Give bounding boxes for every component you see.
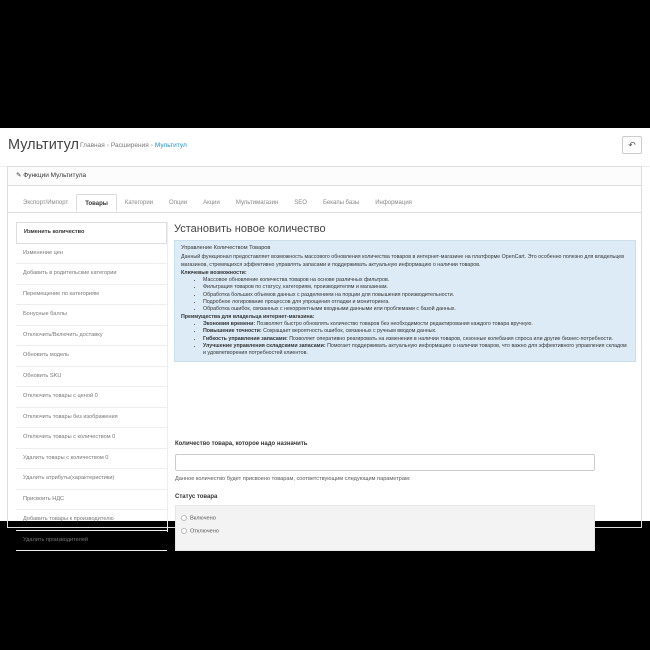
benefit-text: Позволяет быстро обновлять количество товаров без необходимости редактирования каждого товара вручную. bbox=[256, 320, 533, 327]
tab-specials[interactable]: Акции bbox=[203, 200, 220, 206]
main-content bbox=[174, 222, 636, 535]
list-item bbox=[203, 321, 629, 328]
benefit-text: Помогает поддерживать актуальную информацию о наличии товаров, что важно для эффективного управления складом и удовлетворения потребностей клиентов. bbox=[203, 342, 627, 357]
tab-seo[interactable]: SEO bbox=[294, 200, 307, 206]
functions-panel bbox=[7, 166, 642, 543]
tab-db-backups[interactable]: Бекапы базы bbox=[322, 200, 360, 206]
page-title: Мультитул bbox=[8, 137, 79, 153]
section-title: Установить новое количество bbox=[174, 223, 326, 235]
sidebar-item-disable-no-image[interactable]: Отключить товары без изображения bbox=[16, 408, 167, 429]
pencil-icon: ✎ bbox=[16, 172, 22, 179]
list-item bbox=[203, 328, 629, 335]
breadcrumb-separator: › bbox=[106, 142, 109, 149]
list-item: • Фильтрация товаров по статусу, категориям, производителям и магазинам. bbox=[203, 284, 629, 291]
status-disabled-option[interactable] bbox=[181, 528, 219, 534]
sidebar-item-update-sku[interactable]: Обновить SKU bbox=[16, 367, 167, 388]
tab-products[interactable]: Товары bbox=[76, 194, 117, 212]
quantity-help-text: Данное количество будет присвоено товарам, соответствующим следующим параметрам: bbox=[175, 476, 411, 482]
back-button[interactable] bbox=[622, 136, 642, 154]
sidebar-item-change-prices[interactable]: Изменение цен bbox=[16, 244, 167, 265]
quantity-input[interactable] bbox=[175, 454, 595, 471]
benefits-heading: Преимущества для владельца интернет-магазина: bbox=[181, 313, 315, 320]
status-label: Статус товара bbox=[175, 494, 218, 500]
benefits-list bbox=[181, 321, 629, 357]
panel-heading-text: Функции Мультитула bbox=[23, 172, 87, 179]
tabs-divider bbox=[8, 212, 641, 213]
tab-options[interactable]: Опции bbox=[169, 200, 188, 206]
status-options-box bbox=[175, 505, 595, 551]
radio-button-icon[interactable] bbox=[181, 515, 187, 521]
sidebar-item-change-quantity[interactable]: Изменить количество bbox=[16, 222, 167, 244]
status-enabled-option[interactable] bbox=[181, 515, 216, 521]
list-item: • Массовое обновление количества товаров на основе различных фильтров. bbox=[203, 277, 629, 284]
sidebar-item-assign-vat[interactable]: Присвоить НДС bbox=[16, 490, 167, 511]
tab-categories[interactable]: Категории bbox=[124, 200, 154, 206]
list-item: • Обработка больших объемов данных с разделением на порции для повышения производительности. bbox=[203, 292, 629, 299]
benefit-title: Повышение точности: bbox=[203, 328, 262, 335]
breadcrumb-home[interactable]: Главная bbox=[80, 142, 105, 149]
features-list bbox=[181, 277, 629, 313]
benefit-title: Гибкость управления запасами: bbox=[203, 335, 288, 342]
sidebar-item-delete-zero-quantity[interactable]: Удалить товары с количеством 0 bbox=[16, 449, 167, 470]
sidebar-item-add-to-manufacturer[interactable]: Добавить товары к производителю bbox=[16, 510, 167, 531]
tabs-bar bbox=[15, 194, 420, 212]
sidebar-item-update-model[interactable]: Обновить модель bbox=[16, 346, 167, 367]
info-box bbox=[174, 240, 636, 362]
breadcrumb-separator: › bbox=[150, 142, 153, 149]
quantity-label: Количество товара, которое надо назначить bbox=[175, 441, 308, 447]
breadcrumb bbox=[80, 142, 187, 149]
benefit-title: Улучшение управления складскими запасами: bbox=[203, 342, 326, 349]
benefit-title: Экономия времени: bbox=[203, 320, 256, 327]
features-heading: Ключевые возможности: bbox=[181, 269, 247, 276]
panel-heading bbox=[8, 167, 641, 186]
radio-button-icon[interactable] bbox=[181, 528, 187, 534]
info-intro: Данный функционал предоставляет возможность массового обновления количества товаров в интернет-магазине на платформе OpenCart. Это особенно полезно для владельцев магазинов, стремящихся эффективно управлять запасами и поддерживать актуальную информацию о наличии товаров. bbox=[181, 254, 625, 268]
benefit-text: Позволяет оперативно реагировать на изменения в наличии товаров, сезонные колебания спроса или другие бизнес-потребности. bbox=[289, 335, 614, 342]
sidebar-item-add-parent-categories[interactable]: Добавить в родительские категории bbox=[16, 264, 167, 285]
sidebar-menu bbox=[16, 222, 167, 551]
tab-information[interactable]: Информация bbox=[375, 200, 412, 206]
breadcrumb-extensions[interactable]: Расширения bbox=[110, 142, 149, 149]
app-window bbox=[0, 128, 650, 543]
status-enabled-label: Включено bbox=[190, 515, 216, 522]
sidebar-item-toggle-shipping[interactable]: Отключить/Включить доставку bbox=[16, 326, 167, 347]
sidebar-item-delete-manufacturers[interactable]: Удалить производителей bbox=[16, 531, 167, 552]
info-box-title: Управление Количеством Товаров bbox=[181, 245, 271, 251]
sidebar-item-move-categories[interactable]: Перемещение по категориям bbox=[16, 285, 167, 306]
list-item bbox=[203, 336, 629, 343]
sidebar-item-disable-zero-price[interactable]: Отключить товары с ценой 0 bbox=[16, 387, 167, 408]
tab-multistore[interactable]: Мультимагазин bbox=[235, 200, 279, 206]
tab-export-import[interactable]: Экспорт/Импорт bbox=[23, 200, 69, 206]
list-item: • Подробное логирование процессов для упрощения отладки и мониторинга. bbox=[203, 299, 629, 306]
back-arrow-icon: ↶ bbox=[628, 140, 636, 150]
breadcrumb-current[interactable]: Мультитул bbox=[154, 142, 187, 149]
status-disabled-label: Отключено bbox=[190, 528, 219, 535]
sidebar-item-bonus-points[interactable]: Бонусные баллы bbox=[16, 305, 167, 326]
sidebar-item-disable-zero-quantity[interactable]: Отключить товары с количеством 0 bbox=[16, 428, 167, 449]
benefit-text: Сокращает вероятность ошибок, связанных с ручным вводом данных. bbox=[263, 328, 437, 335]
list-item bbox=[203, 343, 629, 358]
sidebar-item-delete-attributes[interactable]: Удалить атрибуты(характеристики) bbox=[16, 469, 167, 490]
sidebar-divider bbox=[167, 222, 168, 532]
page-header bbox=[0, 128, 650, 167]
list-item: • Обработка ошибок, связанных с некорректными входными данными или проблемами с базой данных. bbox=[203, 306, 629, 313]
